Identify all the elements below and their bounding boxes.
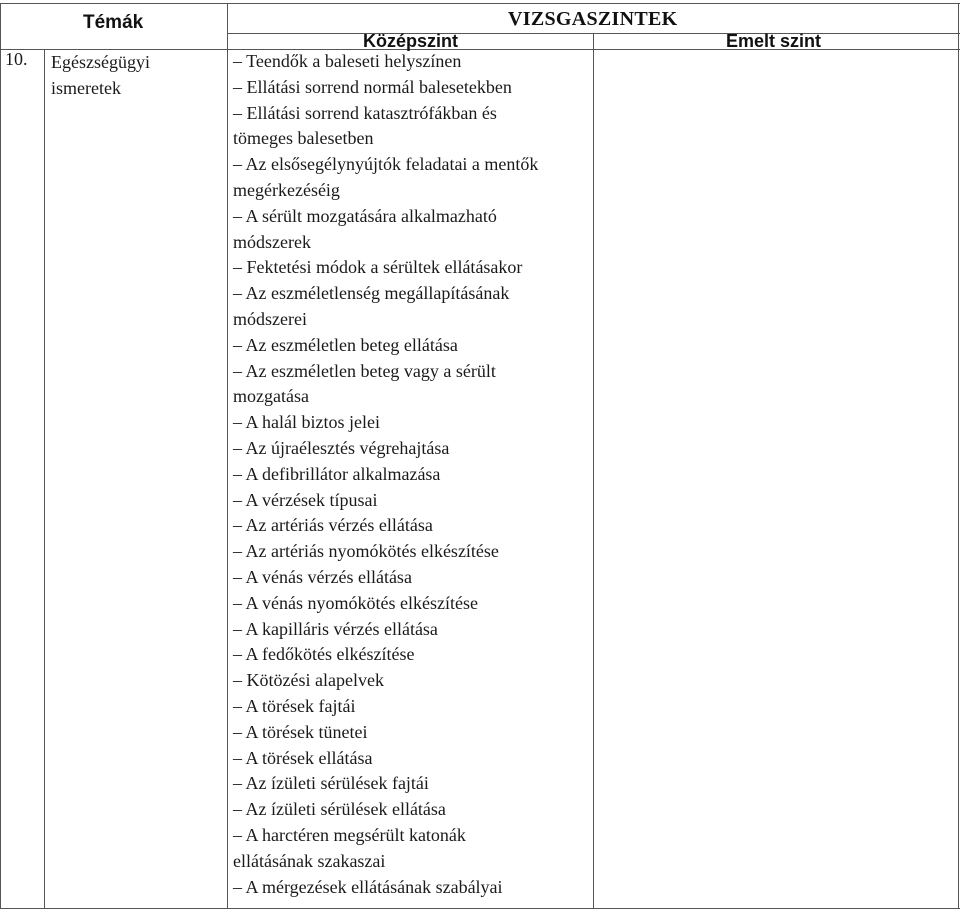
- table-bottom-border: [0, 908, 960, 909]
- list-item: módszerek: [233, 231, 311, 252]
- list-item: – Az ízületi sérülések ellátása: [233, 799, 446, 820]
- list-item: – Teendők a baleseti helyszínen: [233, 51, 462, 71]
- list-item: – A mérgezések ellátásának szabályai: [233, 876, 503, 897]
- row-number: 10.: [5, 49, 28, 69]
- list-item: – A vénás vérzés ellátása: [233, 566, 412, 587]
- list-item: – Az eszméletlen beteg ellátása: [233, 334, 458, 355]
- list-item: mozgatása: [233, 386, 309, 407]
- kozepszint-item-list: [233, 49, 593, 900]
- list-item: – Kötözési alapelvek: [233, 670, 384, 691]
- list-item: – Az eszméletlenség megállapításának: [233, 283, 510, 304]
- list-item: – A halál biztos jelei: [233, 412, 380, 433]
- topic-column-divider: [227, 3, 228, 909]
- header-vizsgaszintek: VIZSGASZINTEK: [508, 8, 678, 30]
- list-item: – Ellátási sorrend normál balesetekben: [233, 76, 512, 97]
- list-item: módszerei: [233, 308, 307, 329]
- list-item: – Az újraélesztés végrehajtása: [233, 437, 450, 458]
- list-item: – A vénás nyomókötés elkészítése: [233, 592, 478, 613]
- list-item: – Az artériás vérzés ellátása: [233, 515, 433, 536]
- list-item: – A defibrillátor alkalmazása: [233, 463, 441, 484]
- header-kozepszint: Középszint: [363, 31, 459, 51]
- table-right-border: [958, 3, 959, 909]
- list-item: – Az artériás nyomókötés elkészítése: [233, 541, 499, 562]
- list-item: – A vérzések típusai: [233, 489, 378, 510]
- table-left-border: [0, 3, 1, 909]
- list-item: – Az elsősegélynyújtók feladatai a mentők: [233, 154, 539, 175]
- list-item: – A fedőkötés elkészítése: [233, 644, 415, 665]
- topic-title: Egészségügyi ismeretek: [51, 52, 150, 98]
- list-item: tömeges balesetben: [233, 128, 374, 149]
- number-column-divider: [44, 49, 45, 909]
- list-item: – Az eszméletlen beteg vagy a sérült: [233, 360, 496, 381]
- header-emelt-szint: Emelt szint: [726, 31, 822, 51]
- list-item: – A sérült mozgatására alkalmazható: [233, 205, 497, 226]
- list-item: megérkezéséig: [233, 179, 340, 200]
- list-item: – Ellátási sorrend katasztrófákban és: [233, 102, 497, 123]
- list-item: – Az ízületi sérülések fajtái: [233, 773, 429, 794]
- list-item: – A törések ellátása: [233, 747, 373, 768]
- list-item: – A harctéren megsérült katonák: [233, 824, 466, 845]
- list-item: – A törések tünetei: [233, 721, 368, 742]
- table-top-border: [0, 3, 960, 4]
- header-temak: Témák: [83, 12, 144, 33]
- level-column-divider: [593, 33, 594, 909]
- list-item: – A törések fajtái: [233, 695, 356, 716]
- list-item: – Fektetési módok a sérültek ellátásakor: [233, 257, 523, 278]
- list-item: ellátásának szakaszai: [233, 850, 386, 871]
- list-item: – A kapilláris vérzés ellátása: [233, 618, 438, 639]
